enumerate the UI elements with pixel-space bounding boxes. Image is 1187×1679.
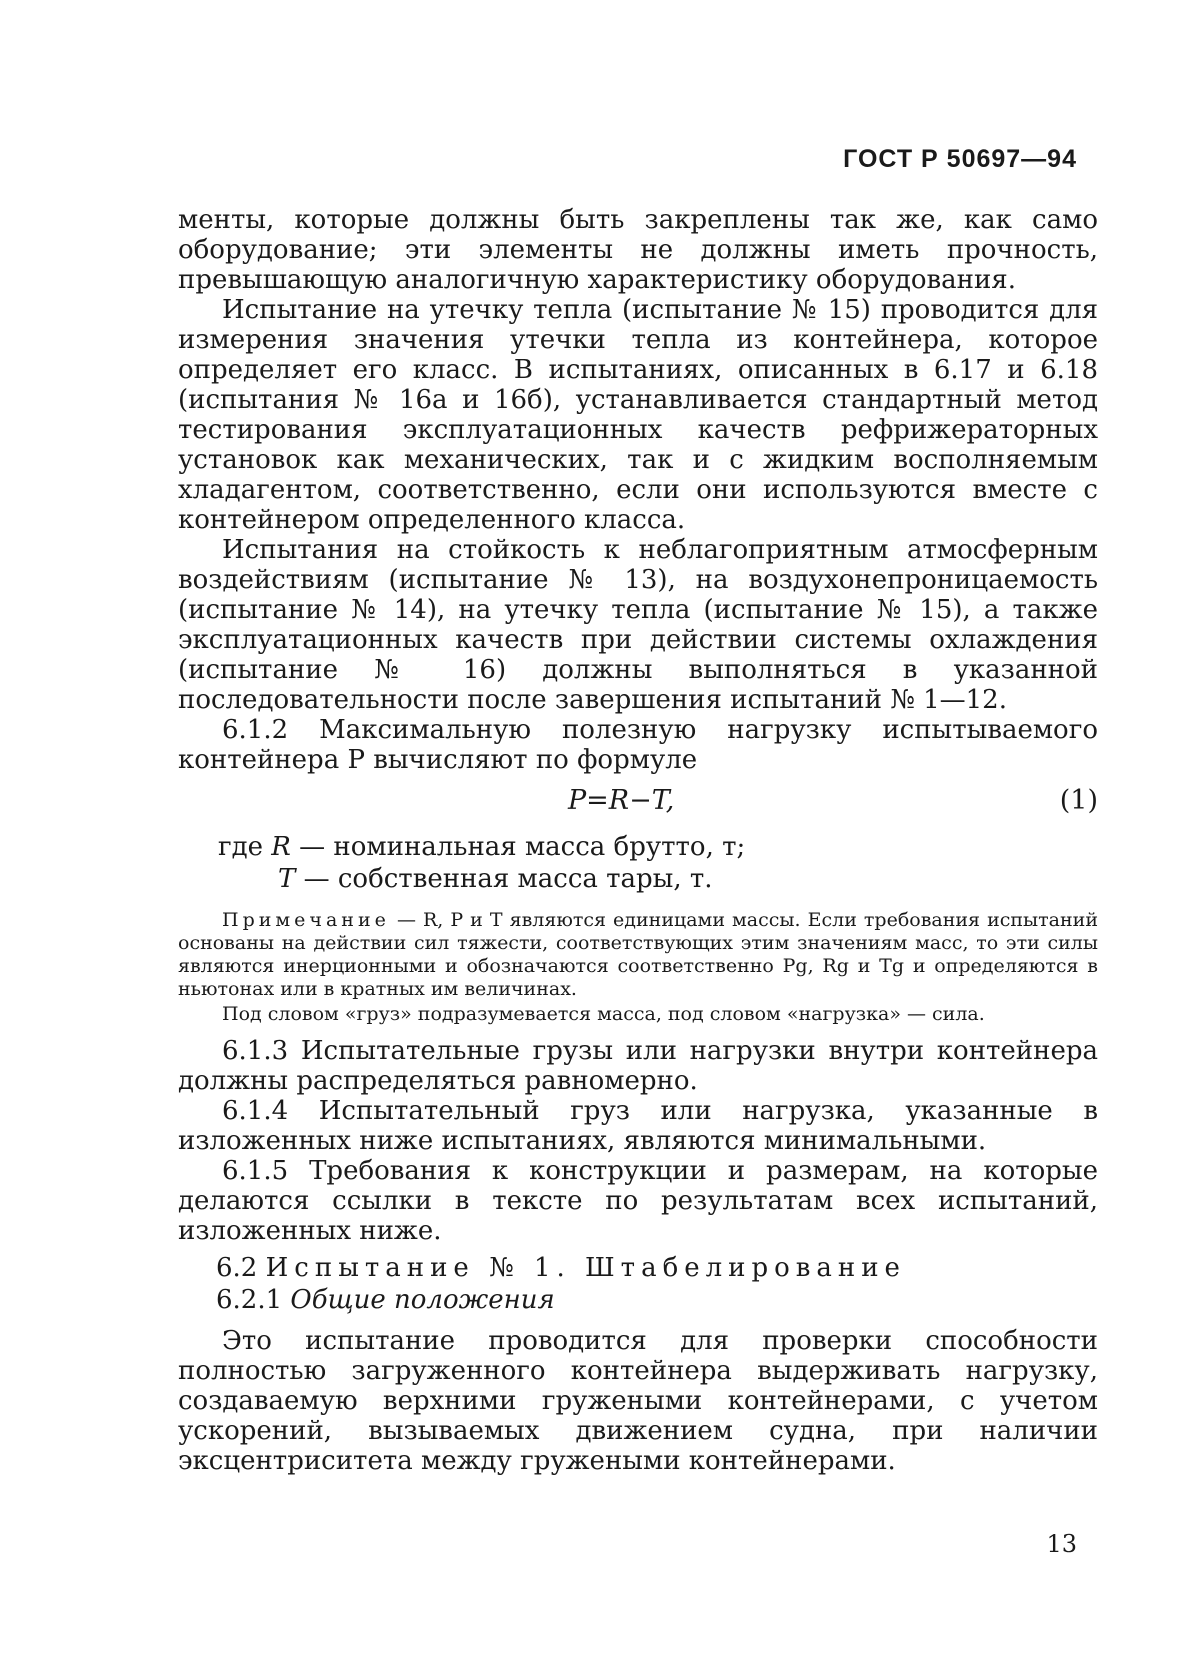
note-paragraph-2: Под словом «груз» подразумевается масса, под словом «нагрузка» — сила. bbox=[222, 1003, 985, 1025]
section-number: 6.2 bbox=[216, 1253, 258, 1283]
legend-prefix: где bbox=[218, 832, 264, 862]
section-title: Испытание № 1. Штабелирование bbox=[265, 1253, 906, 1283]
legend-var-r: R bbox=[271, 832, 291, 862]
clause-6-1-5: 6.1.5 Требования к конструкции и размерам, на которые делаются ссылки в тексте по результатам всех испытаний, изложенных ниже. bbox=[178, 1156, 1098, 1246]
final-paragraph: Это испытание проводится для проверки способности полностью загруженного контейнера выдерживать нагрузку, создаваемую верхними гружеными контейнерами, с учетом ускорений, вызываемых движением судна, при наличии эксцентриситета между гружеными контейнерами. bbox=[178, 1326, 1098, 1476]
paragraph-1: менты, которые должны быть закреплены так же, как само оборудование; эти элементы не должны иметь прочность, превышающую аналогичную характеристику оборудования. bbox=[178, 205, 1098, 295]
note-paragraph-1 bbox=[178, 909, 1098, 1001]
paragraph-3: Испытания на стойкость к неблагоприятным атмосферным воздействиям (испытание № 13), на воздухонепроницаемость (испытание № 14), на утечку тепла (испытание № 15), а также эксплуатационных качеств при действии системы охлаждения (испытание № 16) должны выполняться в указанной последовательности после завершения испытаний № 1—12. bbox=[178, 535, 1098, 715]
formula-expression: P=R−T, bbox=[568, 785, 675, 816]
section-6-2-heading bbox=[216, 1252, 1098, 1284]
page-content bbox=[178, 205, 1098, 1476]
legend-var-t: T bbox=[278, 864, 296, 894]
subsection-title: Общие положения bbox=[290, 1285, 555, 1315]
legend-text-t: — собственная масса тары, т. bbox=[303, 864, 713, 894]
formula-number: (1) bbox=[1059, 785, 1098, 816]
legend-line-t bbox=[218, 863, 1098, 895]
legend-text-r: — номинальная масса брутто, т; bbox=[299, 832, 746, 862]
clause-6-1-2: 6.1.2 Максимальную полезную нагрузку испытываемого контейнера P вычисляют по формуле bbox=[178, 715, 1098, 775]
legend-line-r bbox=[218, 831, 1098, 863]
note-text-1: — R, P и T являются единицами массы. Если требования испытаний основаны на действии сил тяжести, соответствующих этим значениям масс, то эти силы являются инерционными и обозначаются соответственно Pg, Rg и Tg и определяются в ньютонах или в кратных им величинах. bbox=[178, 909, 1098, 1000]
clause-6-1-3: 6.1.3 Испытательные грузы или нагрузки внутри контейнера должны распределяться равномерно. bbox=[178, 1036, 1098, 1096]
document-header: ГОСТ Р 50697—94 bbox=[843, 145, 1077, 173]
formula-1 bbox=[178, 783, 1098, 819]
note-label: Примечание bbox=[222, 909, 390, 931]
subsection-number: 6.2.1 bbox=[216, 1285, 283, 1315]
paragraph-2: Испытание на утечку тепла (испытание № 15) проводится для измерения значения утечки тепла из контейнера, которое определяет его класс. В испытаниях, описанных в 6.17 и 6.18 (испытания № 16а и 16б), устанавливается стандартный метод тестирования эксплуатационных качеств рефрижераторных установок как механических, так и с жидким восполняемым хладагентом, соответственно, если они используются вместе с контейнером определенного класса. bbox=[178, 295, 1098, 535]
clause-6-1-4: 6.1.4 Испытательный груз или нагрузка, указанные в изложенных ниже испытаниях, являются минимальными. bbox=[178, 1096, 1098, 1156]
formula-legend bbox=[218, 831, 1098, 895]
subsection-6-2-1-heading bbox=[216, 1284, 1098, 1316]
page-number: 13 bbox=[1046, 1530, 1077, 1558]
